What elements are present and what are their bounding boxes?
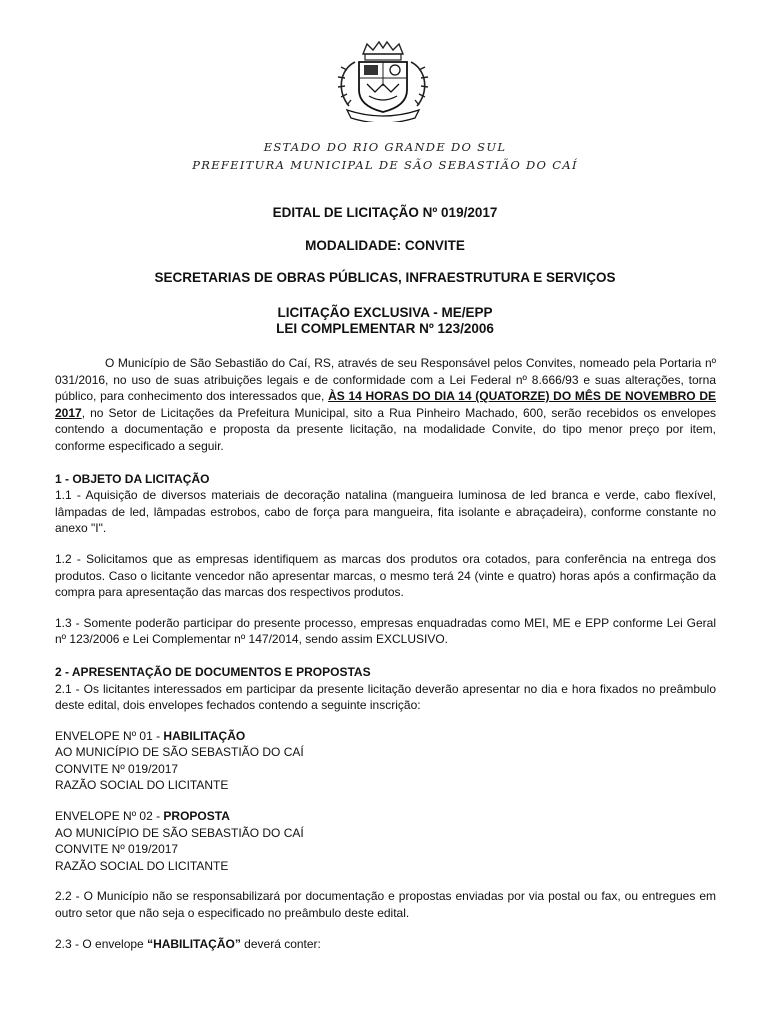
paragraph-1-2: 1.2 - Solicitamos que as empresas identifiquem as marcas dos produtos ora cotados, para conferência na entrega dos produtos. Caso o licitante vencedor não apresentar marcas, o mesmo terá 24 (vinte e quatro) horas após a confirmação da compra para apresentação das marcas dos respectivos produtos.	[55, 551, 716, 600]
edital-title: EDITAL DE LICITAÇÃO Nº 019/2017	[272, 205, 498, 220]
exclusiva-block	[0, 305, 770, 337]
envelope-2-addressee: AO MUNICÍPIO DE SÃO SEBASTIÃO DO CAÍ	[55, 825, 304, 840]
intro-date-highlight: ÀS 14 HORAS DO DIA 14 (QUATORZE) DO MÊS DE NOVEMBRO DE 2017	[55, 389, 716, 420]
municipal-coat-of-arms	[327, 40, 439, 122]
envelope-2-block	[55, 808, 716, 874]
paragraph-2-2: 2.2 - O Município não se responsabilizará por documentação e propostas enviadas por via postal ou fax, ou entregues em outro setor que não seja o especificado no preâmbulo deste edital.	[55, 889, 716, 921]
paragraph-2-3-bold: “HABILITAÇÃO”	[147, 936, 241, 951]
envelope-2-header	[55, 808, 716, 825]
paragraph-2-1: 2.1 - Os licitantes interessados em participar da presente licitação deverão apresentar no dia e hora fixados no preâmbulo deste edital, dois envelopes fechados contendo a seguinte inscrição:	[55, 681, 716, 713]
modalidade-title: MODALIDADE: CONVITE	[305, 238, 465, 253]
paragraph-2-3-suffix: deverá conter:	[240, 936, 321, 951]
intro-paragraph	[55, 355, 716, 455]
exclusiva-title: LICITAÇÃO EXCLUSIVA - ME/EPP	[277, 305, 493, 320]
envelope-2-razao-social: RAZÃO SOCIAL DO LICITANTE	[55, 858, 229, 873]
paragraph-2-3-prefix: 2.3 - O envelope	[55, 936, 148, 951]
intro-text-start: O Município de São Sebastião do Caí, RS, através de seu Responsável pelos Convites, nomeado pela Portaria nº 031/2016, no uso de suas atribuições legais e de conformidade com a Lei Federal nº 8.666/93 e suas alterações, torna público, para conhecimento dos interessados que,	[55, 356, 716, 404]
secretarias-title: SECRETARIAS DE OBRAS PÚBLICAS, INFRAESTRUTURA E SERVIÇOS	[154, 270, 616, 285]
lei-complementar-title: LEI COMPLEMENTAR Nº 123/2006	[276, 321, 494, 336]
envelope-1-convite: CONVITE Nº 019/2017	[55, 761, 179, 776]
section-2-heading: 2 - APRESENTAÇÃO DE DOCUMENTOS E PROPOSTAS	[55, 664, 371, 679]
envelope-2-label: PROPOSTA	[163, 809, 230, 824]
envelope-1-prefix: ENVELOPE Nº 01 -	[55, 728, 164, 743]
envelope-1-razao-social: RAZÃO SOCIAL DO LICITANTE	[55, 778, 229, 793]
paragraph-1-1: 1.1 - Aquisição de diversos materiais de decoração natalina (mangueira luminosa de led branca e verde, cabo flexível, lâmpadas de led, lâmpadas estrobos, cabo de força para mangueira, fita isolante e abraçadeira), conforme constante no anexo "I".	[55, 488, 716, 536]
state-name: ESTADO DO RIO GRANDE DO SUL	[263, 140, 507, 154]
intro-text-end: , no Setor de Licitações da Prefeitura Municipal, sito a Rua Pinheiro Machado, 600, serão recebidos os envelopes contendo a documentação e proposta da presente licitação, na modalidade Convite, do tipo menor preço por item, conforme especificado a seguir.	[55, 405, 716, 453]
envelope-2-convite: CONVITE Nº 019/2017	[55, 842, 179, 857]
envelope-1-addressee: AO MUNICÍPIO DE SÃO SEBASTIÃO DO CAÍ	[55, 745, 304, 760]
section-1-heading: 1 - OBJETO DA LICITAÇÃO	[55, 471, 210, 486]
envelope-1-block	[55, 728, 716, 794]
prefeitura-name: PREFEITURA MUNICIPAL DE SÃO SEBASTIÃO DO CAÍ	[192, 158, 578, 172]
envelope-1-label: HABILITAÇÃO	[163, 728, 246, 743]
envelope-2-prefix: ENVELOPE Nº 02 -	[55, 809, 164, 824]
envelope-1-header	[55, 728, 716, 745]
document-body	[55, 355, 716, 952]
paragraph-1-3: 1.3 - Somente poderão participar do presente processo, empresas enquadradas como MEI, ME e EPP conforme Lei Geral nº 123/2006 e Lei Complementar nº 147/2014, sendo assim EXCLUSIVO.	[55, 615, 716, 647]
paragraph-2-3	[55, 936, 716, 953]
